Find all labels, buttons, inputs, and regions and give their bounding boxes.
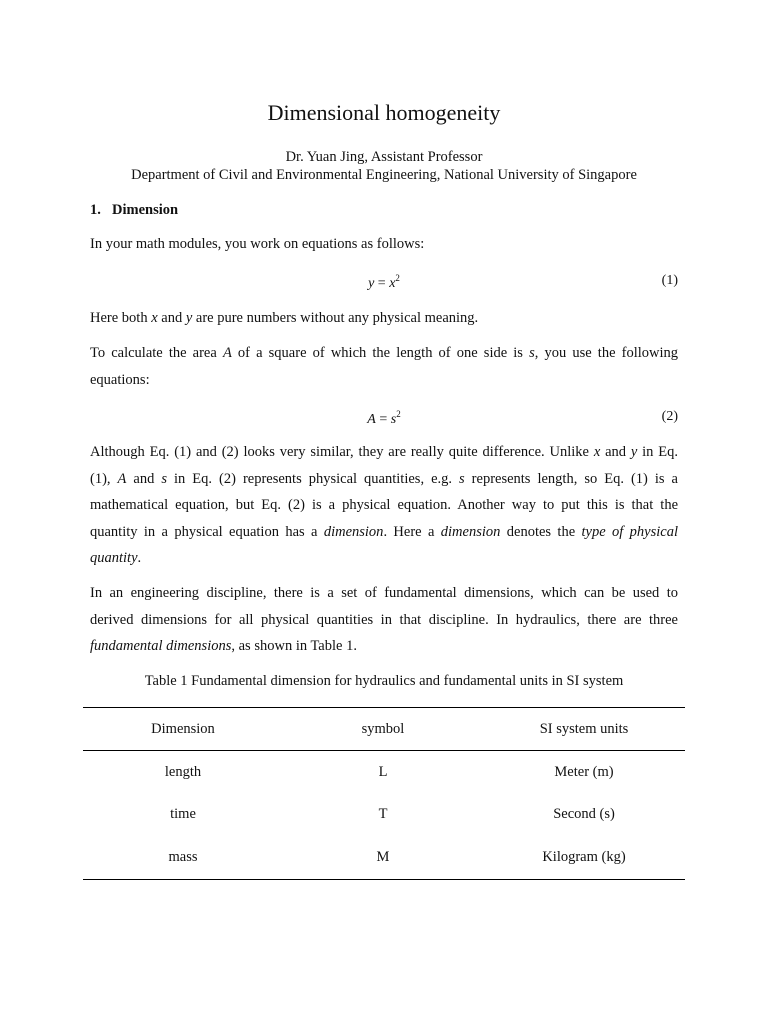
equation-expression: $A = s^2$ <box>367 409 401 427</box>
paragraph-line: derived dimensions for all physical quantities in that discipline. In hydraulics, there are three <box>90 611 678 628</box>
paragraph-3 <box>90 340 678 393</box>
paragraph-line: To calculate the area A of a square of which the length of one side is s, you use the following <box>90 345 679 361</box>
paragraph-1 <box>90 231 678 258</box>
dimensions-table <box>83 707 685 880</box>
section-title: Dimension <box>112 202 179 218</box>
equation-number: (2) <box>661 409 678 424</box>
header-symbol: symbol <box>283 708 483 751</box>
table-cell: M <box>283 836 483 879</box>
table-row <box>83 836 685 879</box>
table-header-row <box>83 708 685 751</box>
equation-expression: $y = x^2$ <box>368 273 400 291</box>
paragraph-line: quantity. <box>90 550 142 566</box>
table-row <box>83 794 685 837</box>
paragraph-line: fundamental dimensions, as shown in Table 1. <box>90 638 357 654</box>
table-row <box>83 751 685 794</box>
table-cell: mass <box>83 836 283 879</box>
paragraph-5 <box>90 580 678 660</box>
page-title: Dimensional homogeneity <box>267 100 501 125</box>
paragraph-2 <box>90 305 678 332</box>
paragraph-line: Here both x and y are pure numbers without any physical meaning. <box>90 310 479 326</box>
table-caption: Table 1 Fundamental dimension for hydraulics and fundamental units in SI system <box>144 673 624 689</box>
equation-2 <box>90 409 678 429</box>
section-number: 1. <box>90 202 101 218</box>
paragraph-line: (1), A and s in Eq. (2) represents physical quantities, e.g. s represents length, so Eq. (1) is a <box>90 470 678 487</box>
table-cell: length <box>164 763 202 780</box>
paragraph-line: quantity in a physical equation has a dimension. Here a dimension denotes the type of physical <box>90 523 678 540</box>
equation-number: (1) <box>661 273 678 288</box>
table-cell: Meter (m) <box>554 763 614 780</box>
paragraph-line: equations: <box>90 371 150 388</box>
paragraph-line: In your math modules, you work on equations as follows: <box>90 236 425 252</box>
affiliation-line: Department of Civil and Environmental Engineering, National University of Singapore <box>131 167 637 183</box>
paragraph-line: In an engineering discipline, there is a set of fundamental dimensions, which can be used to <box>90 585 678 601</box>
header-si-units: SI system units <box>483 708 685 751</box>
table-cell: T <box>378 806 388 823</box>
paragraph-line: Although Eq. (1) and (2) looks very similar, they are really quite difference. Unlike x and y in Eq. <box>90 444 679 460</box>
header-dimension: Dimension <box>83 708 283 751</box>
table-cell: Second (s) <box>553 806 615 823</box>
equation-1 <box>90 273 678 293</box>
table-cell: time <box>170 806 196 823</box>
paragraph-4 <box>90 439 678 572</box>
table-cell: L <box>378 763 388 780</box>
paragraph-line: mathematical equation, but Eq. (2) is a physical equation. Another way to put this is that the <box>90 497 678 513</box>
section-heading <box>90 202 178 219</box>
table-cell: Kilogram (kg) <box>483 836 685 879</box>
author-line: Dr. Yuan Jing, Assistant Professor <box>285 149 483 165</box>
